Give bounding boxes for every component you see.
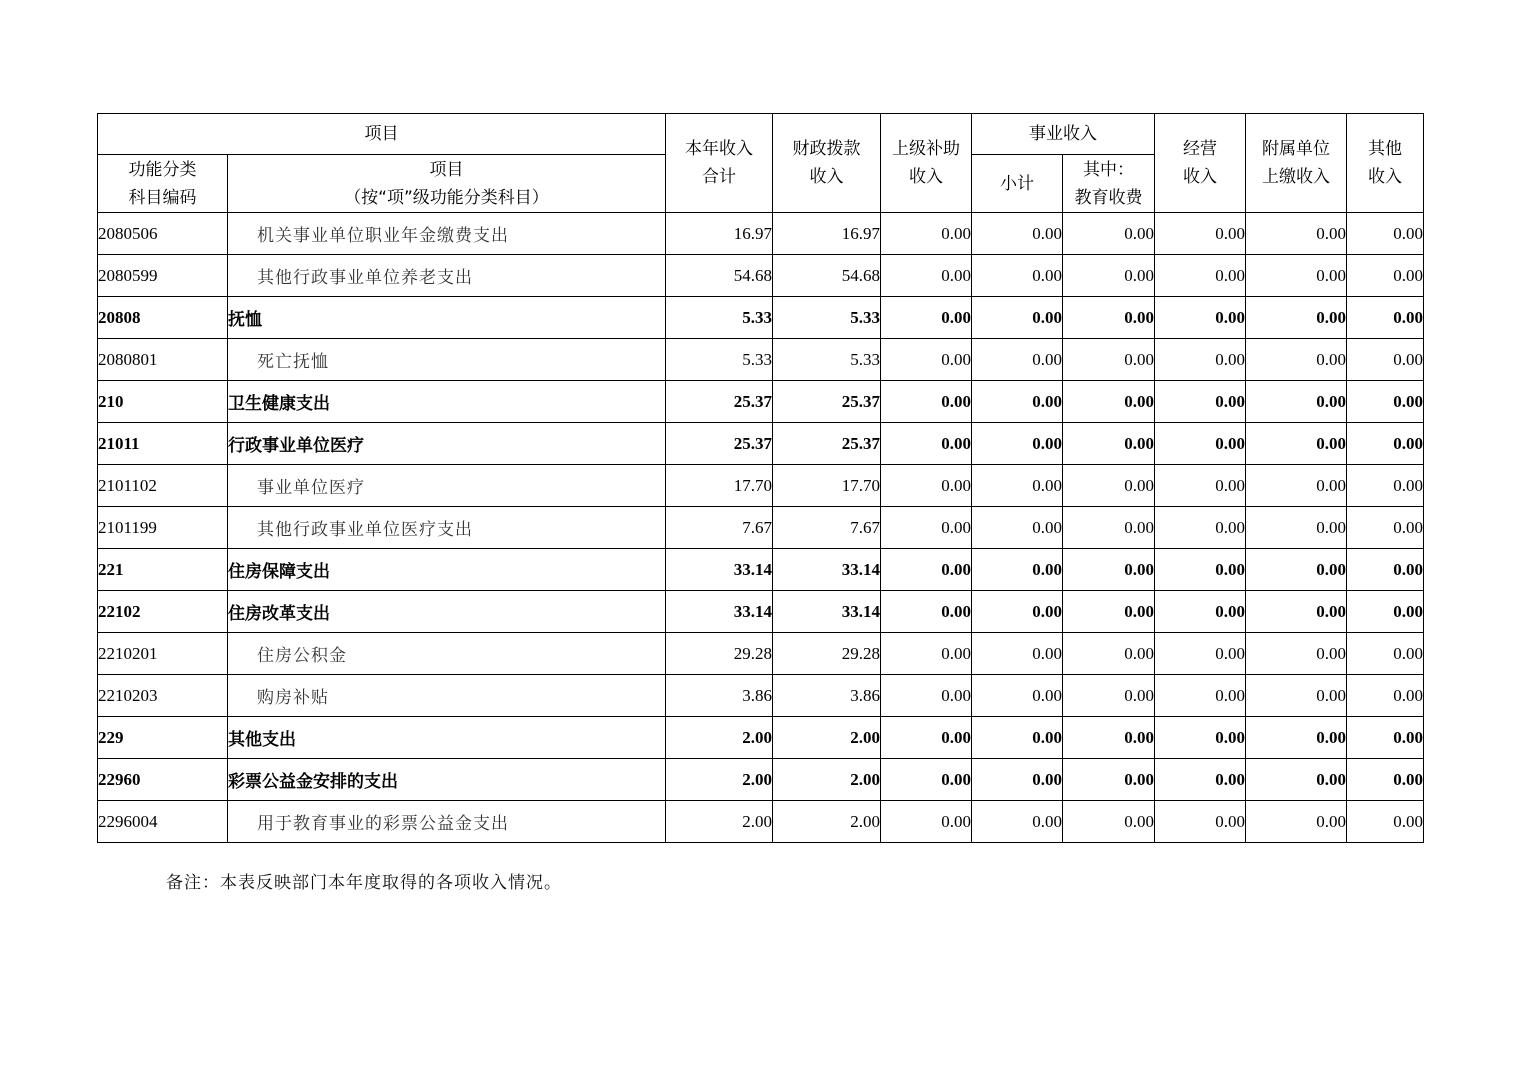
cell-affiliate: 0.00	[1246, 381, 1347, 423]
cell-affiliate: 0.00	[1246, 549, 1347, 591]
cell-business: 0.00	[1155, 297, 1246, 339]
header-business-line1: 经营	[1183, 139, 1217, 159]
cell-edu-fee: 0.00	[1063, 423, 1155, 465]
cell-affiliate: 0.00	[1246, 339, 1347, 381]
cell-superior: 0.00	[881, 633, 972, 675]
cell-business: 0.00	[1155, 507, 1246, 549]
header-code-line2: 科目编码	[128, 187, 197, 208]
header-total	[666, 114, 773, 213]
cell-other: 0.00	[1347, 633, 1424, 675]
cell-code: 210	[98, 381, 228, 423]
cell-edu-fee: 0.00	[1063, 801, 1155, 843]
cell-edu-fee: 0.00	[1063, 255, 1155, 297]
cell-other: 0.00	[1347, 465, 1424, 507]
cell-fiscal: 2.00	[773, 801, 881, 843]
header-business-line2: 收入	[1183, 167, 1217, 187]
cell-edu-fee: 0.00	[1063, 591, 1155, 633]
cell-other: 0.00	[1347, 297, 1424, 339]
cell-code: 2080599	[98, 255, 228, 297]
cell-affiliate: 0.00	[1246, 423, 1347, 465]
cell-edu-fee: 0.00	[1063, 549, 1155, 591]
cell-fiscal: 5.33	[773, 297, 881, 339]
cell-affiliate: 0.00	[1246, 297, 1347, 339]
cell-superior: 0.00	[881, 423, 972, 465]
cell-code: 20808	[98, 297, 228, 339]
cell-edu-fee: 0.00	[1063, 759, 1155, 801]
header-name	[228, 155, 666, 213]
cell-code: 21011	[98, 423, 228, 465]
cell-subtotal: 0.00	[972, 297, 1063, 339]
cell-subtotal: 0.00	[972, 423, 1063, 465]
cell-name: 死亡抚恤	[228, 339, 666, 381]
header-superior	[881, 114, 972, 213]
cell-affiliate: 0.00	[1246, 465, 1347, 507]
table-row	[98, 633, 1424, 675]
cell-code: 2080801	[98, 339, 228, 381]
cell-other: 0.00	[1347, 759, 1424, 801]
table-row	[98, 507, 1424, 549]
cell-affiliate: 0.00	[1246, 213, 1347, 255]
cell-edu-fee: 0.00	[1063, 633, 1155, 675]
header-name-line1: 项目	[429, 159, 464, 180]
cell-subtotal: 0.00	[972, 255, 1063, 297]
cell-name: 机关事业单位职业年金缴费支出	[228, 213, 666, 255]
table-row	[98, 465, 1424, 507]
cell-total: 5.33	[666, 297, 773, 339]
cell-subtotal: 0.00	[972, 213, 1063, 255]
cell-code: 2210203	[98, 675, 228, 717]
cell-fiscal: 16.97	[773, 213, 881, 255]
cell-business: 0.00	[1155, 549, 1246, 591]
cell-business: 0.00	[1155, 633, 1246, 675]
cell-subtotal: 0.00	[972, 507, 1063, 549]
header-total-line1: 本年收入	[685, 139, 753, 159]
cell-name: 卫生健康支出	[228, 381, 666, 423]
cell-superior: 0.00	[881, 717, 972, 759]
header-business	[1155, 114, 1246, 213]
cell-name: 住房保障支出	[228, 549, 666, 591]
cell-total: 54.68	[666, 255, 773, 297]
header-affiliate	[1246, 114, 1347, 213]
cell-edu-fee: 0.00	[1063, 339, 1155, 381]
header-other-line2: 收入	[1368, 167, 1402, 187]
cell-affiliate: 0.00	[1246, 591, 1347, 633]
cell-total: 2.00	[666, 801, 773, 843]
cell-name: 住房公积金	[228, 633, 666, 675]
cell-affiliate: 0.00	[1246, 507, 1347, 549]
cell-business: 0.00	[1155, 675, 1246, 717]
cell-subtotal: 0.00	[972, 549, 1063, 591]
cell-code: 221	[98, 549, 228, 591]
cell-edu-fee: 0.00	[1063, 465, 1155, 507]
cell-affiliate: 0.00	[1246, 801, 1347, 843]
cell-fiscal: 5.33	[773, 339, 881, 381]
cell-total: 7.67	[666, 507, 773, 549]
cell-affiliate: 0.00	[1246, 759, 1347, 801]
table-row	[98, 801, 1424, 843]
table-row	[98, 591, 1424, 633]
cell-total: 29.28	[666, 633, 773, 675]
table-row	[98, 717, 1424, 759]
cell-total: 16.97	[666, 213, 773, 255]
table-note: 备注：本表反映部门本年度取得的各项收入情况。	[166, 873, 562, 893]
table-row	[98, 381, 1424, 423]
cell-other: 0.00	[1347, 591, 1424, 633]
header-affiliate-line2: 上缴收入	[1262, 167, 1330, 187]
cell-code: 2296004	[98, 801, 228, 843]
cell-subtotal: 0.00	[972, 633, 1063, 675]
cell-name: 用于教育事业的彩票公益金支出	[228, 801, 666, 843]
cell-subtotal: 0.00	[972, 339, 1063, 381]
cell-superior: 0.00	[881, 591, 972, 633]
header-edu-line1: 其中：	[1083, 159, 1134, 180]
cell-code: 229	[98, 717, 228, 759]
cell-total: 25.37	[666, 381, 773, 423]
cell-other: 0.00	[1347, 675, 1424, 717]
cell-other: 0.00	[1347, 213, 1424, 255]
cell-superior: 0.00	[881, 381, 972, 423]
cell-subtotal: 0.00	[972, 465, 1063, 507]
cell-code: 22102	[98, 591, 228, 633]
table-row	[98, 213, 1424, 255]
table-header	[98, 114, 1424, 213]
cell-subtotal: 0.00	[972, 801, 1063, 843]
cell-superior: 0.00	[881, 339, 972, 381]
cell-code: 2101199	[98, 507, 228, 549]
cell-superior: 0.00	[881, 213, 972, 255]
cell-business: 0.00	[1155, 339, 1246, 381]
cell-superior: 0.00	[881, 507, 972, 549]
cell-fiscal: 25.37	[773, 423, 881, 465]
table-row	[98, 297, 1424, 339]
cell-fiscal: 2.00	[773, 717, 881, 759]
cell-total: 5.33	[666, 339, 773, 381]
cell-superior: 0.00	[881, 255, 972, 297]
cell-affiliate: 0.00	[1246, 633, 1347, 675]
header-career-group: 事业收入	[972, 114, 1155, 155]
table-row	[98, 423, 1424, 465]
cell-business: 0.00	[1155, 801, 1246, 843]
cell-name: 其他支出	[228, 717, 666, 759]
cell-subtotal: 0.00	[972, 759, 1063, 801]
header-other	[1347, 114, 1424, 213]
cell-total: 3.86	[666, 675, 773, 717]
cell-code: 2101102	[98, 465, 228, 507]
cell-superior: 0.00	[881, 465, 972, 507]
cell-edu-fee: 0.00	[1063, 213, 1155, 255]
cell-other: 0.00	[1347, 423, 1424, 465]
header-name-line2: （按“项”级功能分类科目）	[344, 187, 549, 208]
cell-name: 住房改革支出	[228, 591, 666, 633]
header-edu-line2: 教育收费	[1074, 187, 1143, 208]
cell-other: 0.00	[1347, 717, 1424, 759]
header-affiliate-line1: 附属单位	[1262, 139, 1330, 159]
table-row	[98, 759, 1424, 801]
header-code	[98, 155, 228, 213]
cell-name: 行政事业单位医疗	[228, 423, 666, 465]
cell-name: 其他行政事业单位养老支出	[228, 255, 666, 297]
cell-fiscal: 25.37	[773, 381, 881, 423]
cell-superior: 0.00	[881, 297, 972, 339]
cell-affiliate: 0.00	[1246, 675, 1347, 717]
header-other-line1: 其他	[1368, 139, 1402, 159]
cell-business: 0.00	[1155, 381, 1246, 423]
cell-fiscal: 33.14	[773, 591, 881, 633]
cell-other: 0.00	[1347, 255, 1424, 297]
cell-fiscal: 54.68	[773, 255, 881, 297]
cell-subtotal: 0.00	[972, 591, 1063, 633]
cell-subtotal: 0.00	[972, 381, 1063, 423]
cell-superior: 0.00	[881, 675, 972, 717]
cell-total: 33.14	[666, 549, 773, 591]
cell-name: 购房补贴	[228, 675, 666, 717]
cell-total: 2.00	[666, 759, 773, 801]
cell-business: 0.00	[1155, 591, 1246, 633]
table-body	[98, 213, 1424, 843]
cell-fiscal: 33.14	[773, 549, 881, 591]
cell-name: 抚恤	[228, 297, 666, 339]
cell-code: 2210201	[98, 633, 228, 675]
cell-total: 33.14	[666, 591, 773, 633]
header-project-group: 项目	[98, 114, 666, 155]
cell-fiscal: 2.00	[773, 759, 881, 801]
cell-other: 0.00	[1347, 381, 1424, 423]
cell-code: 22960	[98, 759, 228, 801]
cell-fiscal: 17.70	[773, 465, 881, 507]
table-row	[98, 339, 1424, 381]
cell-total: 2.00	[666, 717, 773, 759]
cell-name: 彩票公益金安排的支出	[228, 759, 666, 801]
cell-other: 0.00	[1347, 549, 1424, 591]
cell-business: 0.00	[1155, 465, 1246, 507]
cell-subtotal: 0.00	[972, 717, 1063, 759]
cell-superior: 0.00	[881, 801, 972, 843]
cell-name: 其他行政事业单位医疗支出	[228, 507, 666, 549]
header-edu	[1063, 155, 1155, 213]
table-row	[98, 549, 1424, 591]
table-row	[98, 675, 1424, 717]
cell-other: 0.00	[1347, 801, 1424, 843]
cell-business: 0.00	[1155, 213, 1246, 255]
cell-fiscal: 7.67	[773, 507, 881, 549]
cell-superior: 0.00	[881, 759, 972, 801]
cell-business: 0.00	[1155, 255, 1246, 297]
cell-total: 25.37	[666, 423, 773, 465]
cell-affiliate: 0.00	[1246, 255, 1347, 297]
cell-fiscal: 29.28	[773, 633, 881, 675]
cell-superior: 0.00	[881, 549, 972, 591]
cell-affiliate: 0.00	[1246, 717, 1347, 759]
header-superior-line2: 收入	[909, 167, 943, 187]
cell-business: 0.00	[1155, 759, 1246, 801]
cell-business: 0.00	[1155, 423, 1246, 465]
header-subtotal: 小计	[972, 155, 1063, 213]
cell-edu-fee: 0.00	[1063, 507, 1155, 549]
cell-edu-fee: 0.00	[1063, 381, 1155, 423]
cell-edu-fee: 0.00	[1063, 675, 1155, 717]
header-fiscal	[773, 114, 881, 213]
cell-code: 2080506	[98, 213, 228, 255]
header-code-line1: 功能分类	[128, 159, 197, 180]
cell-subtotal: 0.00	[972, 675, 1063, 717]
header-fiscal-line1: 财政拨款	[792, 139, 861, 159]
cell-total: 17.70	[666, 465, 773, 507]
cell-edu-fee: 0.00	[1063, 297, 1155, 339]
header-total-line2: 合计	[702, 167, 736, 187]
header-superior-line1: 上级补助	[892, 139, 960, 159]
cell-fiscal: 3.86	[773, 675, 881, 717]
cell-other: 0.00	[1347, 339, 1424, 381]
income-table	[97, 113, 1424, 843]
cell-business: 0.00	[1155, 717, 1246, 759]
cell-edu-fee: 0.00	[1063, 717, 1155, 759]
header-fiscal-line2: 收入	[809, 167, 844, 187]
cell-other: 0.00	[1347, 507, 1424, 549]
cell-name: 事业单位医疗	[228, 465, 666, 507]
table-row	[98, 255, 1424, 297]
